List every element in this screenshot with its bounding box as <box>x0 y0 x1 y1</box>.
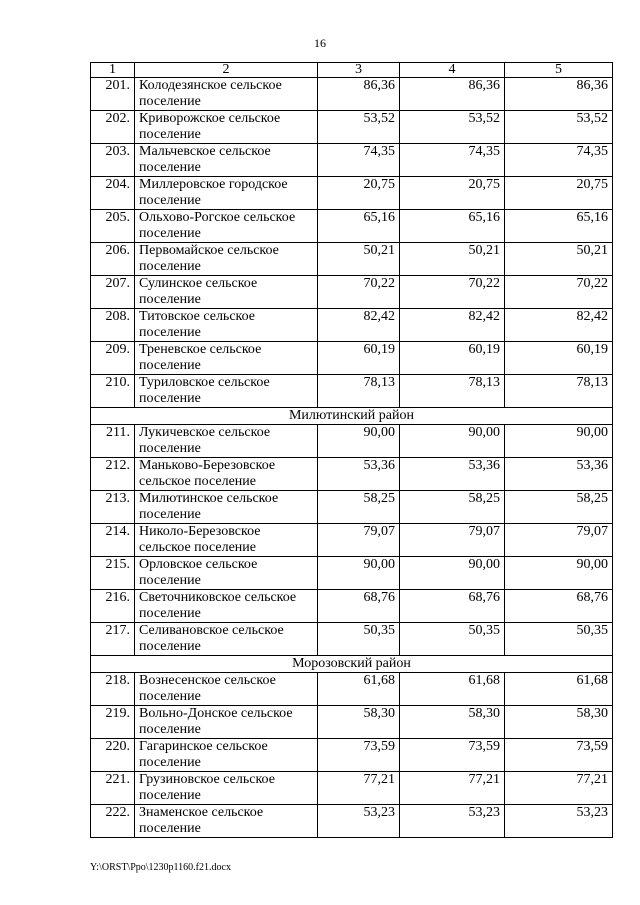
page-number: 16 <box>314 36 326 50</box>
settlement-name-line1: Титовское сельское <box>139 309 256 324</box>
settlement-name-line1: Миллеровское городское <box>139 177 288 192</box>
settlement-name-line2: поселение <box>139 606 201 621</box>
settlement-name <box>135 276 318 309</box>
settlement-name <box>135 111 318 144</box>
table-row <box>91 342 613 375</box>
settlement-name <box>135 243 318 276</box>
value-col-4: 74,35 <box>400 144 505 177</box>
settlement-name-line2: поселение <box>139 573 201 588</box>
settlement-name <box>135 557 318 590</box>
value-col-3: 90,00 <box>318 557 400 590</box>
value-col-5: 53,23 <box>505 805 613 838</box>
settlement-name-line1: Грузиновское сельское <box>139 772 275 787</box>
settlement-name-line2: поселение <box>139 127 201 142</box>
value-col-3: 77,21 <box>318 772 400 805</box>
settlement-name-line2: поселение <box>139 441 201 456</box>
settlement-name <box>135 458 318 491</box>
settlement-name-line1: Треневское сельское <box>139 342 262 357</box>
row-number: 209. <box>91 342 135 375</box>
value-col-5: 53,52 <box>505 111 613 144</box>
value-col-5: 65,16 <box>505 210 613 243</box>
settlement-name-line1: Колодезянское сельское <box>139 78 282 93</box>
settlement-name <box>135 342 318 375</box>
value-col-5: 58,25 <box>505 491 613 524</box>
table-row <box>91 458 613 491</box>
settlement-name-line1: Сулинское сельское <box>139 276 258 291</box>
value-col-4: 61,68 <box>400 673 505 706</box>
settlement-name <box>135 739 318 772</box>
settlement-name <box>135 590 318 623</box>
settlement-name-line1: Гагаринское сельское <box>139 739 268 754</box>
settlement-name-line1: Мальчевское сельское <box>139 144 271 159</box>
value-col-4: 20,75 <box>400 177 505 210</box>
settlement-name-line2: поселение <box>139 292 201 307</box>
row-number: 218. <box>91 673 135 706</box>
settlement-name-line1: Знаменское сельское <box>139 805 264 820</box>
value-col-3: 65,16 <box>318 210 400 243</box>
settlement-name-line1: Лукичевское сельское <box>139 425 271 440</box>
settlement-name <box>135 144 318 177</box>
value-col-5: 50,35 <box>505 623 613 656</box>
value-col-4: 68,76 <box>400 590 505 623</box>
settlement-name-line1: Криворожское сельское <box>139 111 281 126</box>
row-number: 204. <box>91 177 135 210</box>
settlement-name <box>135 177 318 210</box>
settlement-name <box>135 524 318 557</box>
table-row <box>91 590 613 623</box>
value-col-4: 86,36 <box>400 78 505 111</box>
value-col-3: 58,25 <box>318 491 400 524</box>
settlement-name-line1: Селивановское сельское <box>139 623 284 638</box>
settlement-name-line2: поселение <box>139 507 201 522</box>
settlement-name-line1: Ольхово-Рогское сельское <box>139 210 296 225</box>
value-col-5: 86,36 <box>505 78 613 111</box>
settlement-name <box>135 805 318 838</box>
header-cell-4: 4 <box>400 63 505 78</box>
table-row <box>91 309 613 342</box>
value-col-3: 20,75 <box>318 177 400 210</box>
value-col-4: 90,00 <box>400 425 505 458</box>
row-number: 210. <box>91 375 135 408</box>
value-col-3: 86,36 <box>318 78 400 111</box>
row-number: 205. <box>91 210 135 243</box>
value-col-3: 68,76 <box>318 590 400 623</box>
value-col-4: 53,52 <box>400 111 505 144</box>
table-row <box>91 623 613 656</box>
section-row <box>91 656 613 673</box>
value-col-3: 74,35 <box>318 144 400 177</box>
value-col-3: 70,22 <box>318 276 400 309</box>
section-row <box>91 408 613 425</box>
value-col-3: 53,23 <box>318 805 400 838</box>
value-col-5: 50,21 <box>505 243 613 276</box>
table-row <box>91 243 613 276</box>
value-col-3: 50,35 <box>318 623 400 656</box>
settlement-name-line1: Вознесенское сельское <box>139 673 276 688</box>
value-col-3: 90,00 <box>318 425 400 458</box>
table-row <box>91 524 613 557</box>
settlement-name <box>135 706 318 739</box>
row-number: 221. <box>91 772 135 805</box>
value-col-5: 60,19 <box>505 342 613 375</box>
value-col-4: 53,23 <box>400 805 505 838</box>
settlement-name <box>135 210 318 243</box>
table-row <box>91 739 613 772</box>
value-col-3: 78,13 <box>318 375 400 408</box>
header-cell-5: 5 <box>505 63 613 78</box>
value-col-5: 82,42 <box>505 309 613 342</box>
table-body <box>91 63 613 838</box>
row-number: 206. <box>91 243 135 276</box>
settlement-name <box>135 491 318 524</box>
value-col-4: 77,21 <box>400 772 505 805</box>
settlement-name-line2: поселение <box>139 259 201 274</box>
settlement-name-line2: поселение <box>139 226 201 241</box>
value-col-4: 58,25 <box>400 491 505 524</box>
table-row <box>91 210 613 243</box>
header-cell-3: 3 <box>318 63 400 78</box>
section-title: Морозовский район <box>91 656 613 673</box>
settlement-name <box>135 673 318 706</box>
table-row <box>91 425 613 458</box>
value-col-5: 53,36 <box>505 458 613 491</box>
value-col-4: 73,59 <box>400 739 505 772</box>
value-col-5: 79,07 <box>505 524 613 557</box>
settlement-name-line2: поселение <box>139 639 201 654</box>
row-number: 219. <box>91 706 135 739</box>
settlement-name-line2: поселение <box>139 821 201 836</box>
settlement-name <box>135 425 318 458</box>
value-col-5: 73,59 <box>505 739 613 772</box>
row-number: 203. <box>91 144 135 177</box>
value-col-3: 73,59 <box>318 739 400 772</box>
table-row <box>91 491 613 524</box>
table-row <box>91 78 613 111</box>
value-col-3: 82,42 <box>318 309 400 342</box>
settlement-name <box>135 623 318 656</box>
value-col-3: 58,30 <box>318 706 400 739</box>
table-row <box>91 805 613 838</box>
value-col-3: 53,36 <box>318 458 400 491</box>
value-col-5: 70,22 <box>505 276 613 309</box>
settlement-name-line1: Орловское сельское <box>139 557 258 572</box>
settlement-name <box>135 772 318 805</box>
row-number: 217. <box>91 623 135 656</box>
settlement-name-line1: Туриловское сельское <box>139 375 270 390</box>
settlement-name-line2: поселение <box>139 160 201 175</box>
settlement-name-line2: поселение <box>139 755 201 770</box>
value-col-4: 82,42 <box>400 309 505 342</box>
header-cell-2: 2 <box>135 63 318 78</box>
row-number: 213. <box>91 491 135 524</box>
value-col-4: 78,13 <box>400 375 505 408</box>
row-number: 202. <box>91 111 135 144</box>
settlement-name-line2: поселение <box>139 193 201 208</box>
header-row <box>91 63 613 78</box>
settlement-name <box>135 309 318 342</box>
header-cell-1: 1 <box>91 63 135 78</box>
value-col-5: 77,21 <box>505 772 613 805</box>
settlement-name-line2: поселение <box>139 94 201 109</box>
value-col-4: 79,07 <box>400 524 505 557</box>
settlement-name <box>135 375 318 408</box>
row-number: 201. <box>91 78 135 111</box>
table-row <box>91 375 613 408</box>
value-col-4: 65,16 <box>400 210 505 243</box>
value-col-5: 68,76 <box>505 590 613 623</box>
value-col-4: 70,22 <box>400 276 505 309</box>
settlement-name-line1: Милютинское сельское <box>139 491 279 506</box>
data-table <box>90 62 613 838</box>
table-row <box>91 673 613 706</box>
value-col-3: 61,68 <box>318 673 400 706</box>
value-col-3: 60,19 <box>318 342 400 375</box>
settlement-name-line1: Николо-Березовское <box>139 524 261 539</box>
row-number: 215. <box>91 557 135 590</box>
value-col-5: 74,35 <box>505 144 613 177</box>
settlement-name-line2: сельское поселение <box>139 474 256 489</box>
table-row <box>91 706 613 739</box>
row-number: 222. <box>91 805 135 838</box>
row-number: 214. <box>91 524 135 557</box>
table-row <box>91 772 613 805</box>
table-row <box>91 144 613 177</box>
settlement-name-line1: Маньково-Березовское <box>139 458 276 473</box>
settlement-name-line1: Вольно-Донское сельское <box>139 706 293 721</box>
table-row <box>91 177 613 210</box>
settlement-name <box>135 78 318 111</box>
value-col-4: 50,21 <box>400 243 505 276</box>
value-col-3: 53,52 <box>318 111 400 144</box>
value-col-5: 78,13 <box>505 375 613 408</box>
footer-file-path: Y:\ORST\Ppo\1230p1160.f21.docx <box>90 862 231 873</box>
settlement-name-line2: поселение <box>139 722 201 737</box>
settlement-name-line2: поселение <box>139 391 201 406</box>
section-title: Милютинский район <box>91 408 613 425</box>
settlement-name-line2: поселение <box>139 325 201 340</box>
settlement-name-line1: Первомайское сельское <box>139 243 279 258</box>
value-col-5: 20,75 <box>505 177 613 210</box>
value-col-4: 58,30 <box>400 706 505 739</box>
value-col-4: 90,00 <box>400 557 505 590</box>
value-col-5: 58,30 <box>505 706 613 739</box>
value-col-3: 79,07 <box>318 524 400 557</box>
value-col-4: 53,36 <box>400 458 505 491</box>
table-row <box>91 276 613 309</box>
row-number: 212. <box>91 458 135 491</box>
value-col-4: 60,19 <box>400 342 505 375</box>
row-number: 220. <box>91 739 135 772</box>
row-number: 208. <box>91 309 135 342</box>
value-col-3: 50,21 <box>318 243 400 276</box>
settlement-name-line2: поселение <box>139 788 201 803</box>
table-row <box>91 111 613 144</box>
table-row <box>91 557 613 590</box>
settlement-name-line2: поселение <box>139 358 201 373</box>
row-number: 211. <box>91 425 135 458</box>
value-col-5: 61,68 <box>505 673 613 706</box>
row-number: 207. <box>91 276 135 309</box>
settlement-name-line2: сельское поселение <box>139 540 256 555</box>
value-col-5: 90,00 <box>505 425 613 458</box>
settlement-name-line2: поселение <box>139 689 201 704</box>
settlement-name-line1: Светочниковское сельское <box>139 590 297 605</box>
value-col-4: 50,35 <box>400 623 505 656</box>
row-number: 216. <box>91 590 135 623</box>
value-col-5: 90,00 <box>505 557 613 590</box>
